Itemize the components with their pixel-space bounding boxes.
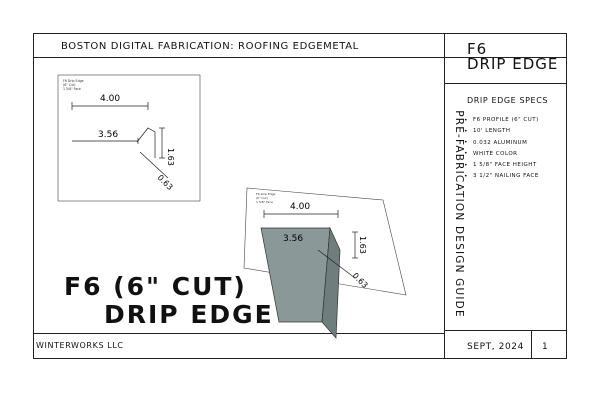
profile-code-number: F6 [467, 40, 488, 58]
dim-top: 4.00 [100, 94, 121, 104]
dim-side: 1.63 [166, 148, 175, 166]
page-number: 1 [542, 342, 549, 352]
persp-dim-top: 4.00 [290, 202, 311, 212]
spec-item: • 0.032 ALUMINUM [464, 140, 539, 146]
persp-dim-diag: 0.63 [350, 271, 370, 291]
persp-dim-side: 1.63 [358, 236, 367, 254]
specs-title: DRIP EDGE SPECS [467, 96, 549, 105]
persp-dim-mid: 3.56 [283, 234, 304, 244]
company-name: WINTERWORKS LLC [36, 341, 124, 350]
profile-name: DRIP EDGE [467, 55, 559, 73]
perspective-profile-drawing [244, 188, 406, 338]
dim-mid: 3.56 [98, 130, 119, 140]
spec-item: • F6 PROFILE (6" CUT) [464, 117, 539, 123]
spec-item: • 3 1/2" NAILING FACE [464, 173, 539, 179]
spec-item: • 1 5/8" FACE HEIGHT [464, 162, 539, 168]
dim-diag: 0.63 [155, 173, 175, 193]
persp-label-1: F6 Drip Edge [256, 192, 276, 196]
card-label-2: (6" Cut) [63, 83, 76, 87]
big-title-line1: F6 (6" CUT) [64, 272, 247, 301]
header-title: BOSTON DIGITAL FABRICATION: ROOFING EDGEMETAL [61, 41, 359, 52]
profile-card [58, 75, 200, 201]
issue-date: SEPT, 2024 [467, 342, 524, 352]
persp-label-2: (6" Cut) [256, 196, 268, 200]
persp-label-3: 1 5/8" Face [256, 200, 273, 204]
flat-profile-drawing [58, 75, 200, 201]
big-title-line2: DRIP EDGE [104, 300, 274, 329]
vertical-guide-text: PRE-FABRICATION DESIGN GUIDE [453, 110, 465, 318]
spec-item: • 10' LENGTH [464, 128, 539, 134]
card-label-1: F6 Drip Edge [63, 79, 84, 83]
card-label-3: 1 5/8" Face [63, 87, 81, 91]
spec-item: • WHITE COLOR [464, 151, 539, 157]
